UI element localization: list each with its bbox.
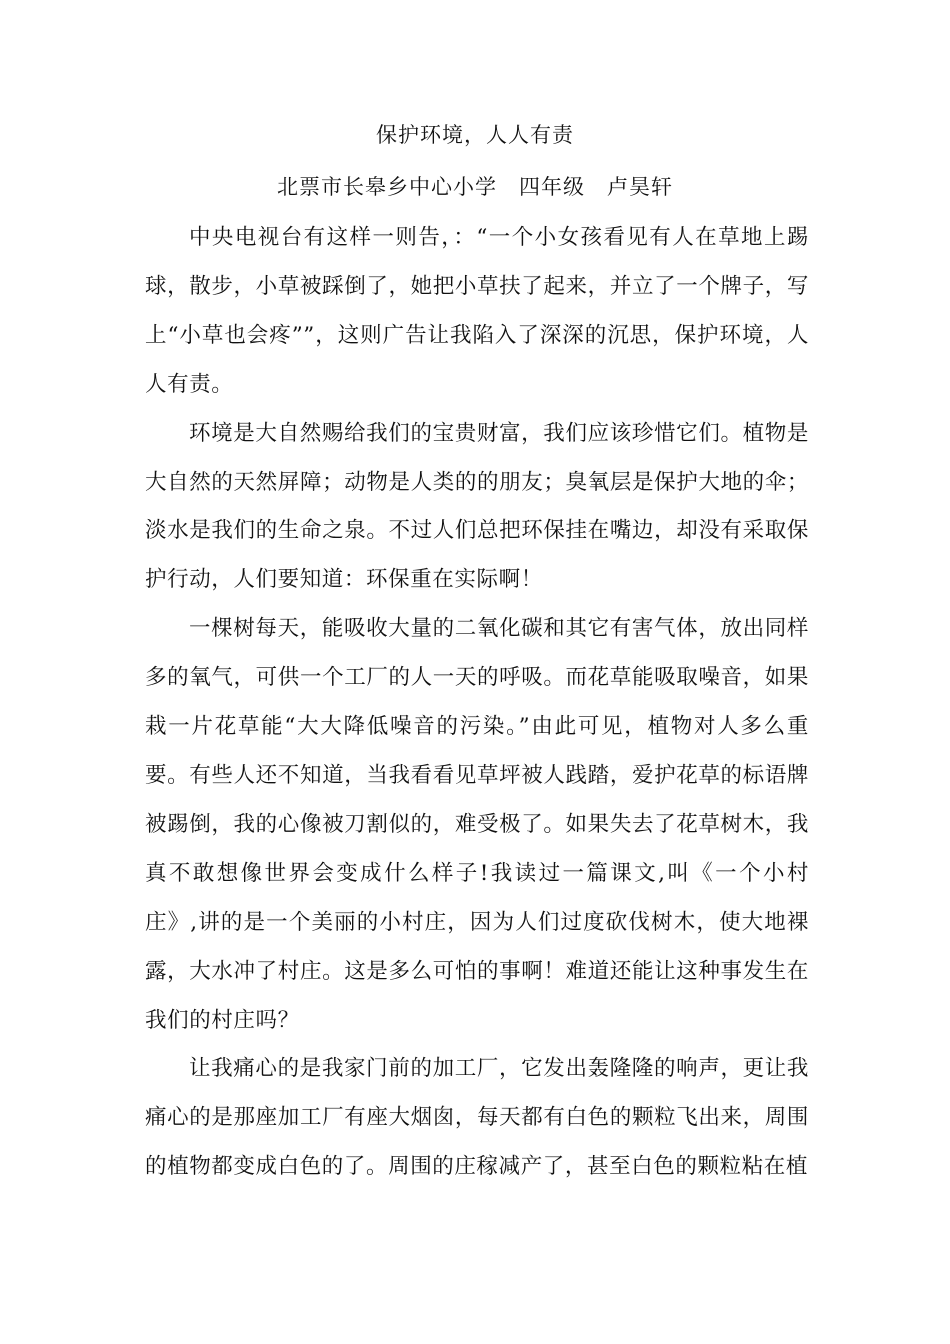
paragraph-4: 让我痛心的是我家门前的加工厂，它发出轰隆隆的响声，更让我痛心的是那座加工厂有座大烟囱，每天都有白色的颗粒飞出来，周围的植物都变成白色的了。周围的庄稼减产了，甚至白色的颗粒粘在植 xyxy=(145,1056,809,1180)
paragraph-3: 一棵树每天，能吸收大量的二氧化碳和其它有害气体，放出同样多的氧气，可供一个工厂的人一天的呼吸。而花草能吸取噪音，如果栽一片花草能“大大降低噪音的污染。”由此可见，植物对人多么重要。有些人还不知道，当我看看见草坪被人践踏，爱护花草的标语牌被踢倒，我的心像被刀割似的，难受极了。如果失去了花草树木，我真不敢想像世界会变成什么样子!我读过一篇课文,叫《一个小村庄》,讲的是一个美丽的小村庄，因为人们过度砍伐树木，使大地裸露，大水冲了村庄。这是多么可怕的事啊！难道还能让这种事发生在我们的村庄吗？ xyxy=(145,616,809,1033)
document-body xyxy=(145,214,809,1192)
author-byline: 北票市长皋乡中心小学 四年级 卢昊轩 xyxy=(277,175,673,199)
paragraph-2: 环境是大自然赐给我们的宝贵财富，我们应该珍惜它们。植物是大自然的天然屏障；动物是人类的的朋友；臭氧层是保护大地的伞；淡水是我们的生命之泉。不过人们总把环保挂在嘴边，却没有采取保护行动，人们要知道：环保重在实际啊！ xyxy=(145,420,809,593)
paragraph-1: 中央电视台有这样一则告，：“一个小女孩看见有人在草地上踢球，散步，小草被踩倒了，她把小草扶了起来，并立了一个牌子，写上“小草也会疼””，这则广告让我陷入了深深的沉思，保护环境，人人有责。 xyxy=(145,225,809,397)
document-title: 保护环境，人人有责 xyxy=(376,123,574,147)
